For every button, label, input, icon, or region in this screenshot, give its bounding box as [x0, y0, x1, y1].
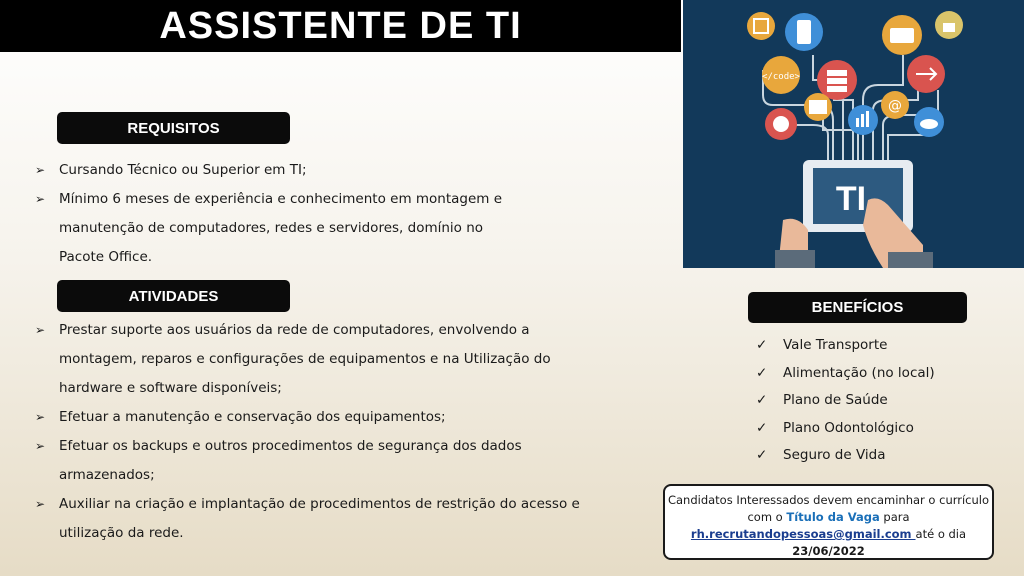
job-title-highlight: Título da Vaga	[786, 510, 880, 524]
list-item-line: manutenção de computadores, redes e servidores, domínio no	[59, 220, 484, 236]
list-item	[35, 490, 655, 548]
benefit-item	[756, 332, 935, 360]
list-item-line: Mínimo 6 meses de experiência e conhecimento em montagem e	[59, 191, 503, 207]
arrow-bullet-icon: ➢	[35, 497, 46, 511]
list-item-line: montagem, reparos e configurações de equipamentos e na Utilização do	[59, 351, 551, 367]
qr-icon	[747, 12, 775, 40]
list-item-line: Efetuar a manutenção e conservação dos equipamentos;	[59, 409, 446, 425]
contact-line-3	[665, 526, 992, 543]
contact-line-3-suffix: até o dia	[915, 527, 967, 541]
beneficios-heading-text: BENEFÍCIOS	[811, 299, 904, 316]
atividades-list	[35, 316, 655, 548]
page-title-text: ASSISTENTE DE TI	[159, 4, 522, 47]
contact-email-link[interactable]: rh.recrutandopessoas@gmail.com	[690, 527, 916, 541]
benefit-label: Vale Transporte	[783, 337, 888, 353]
ti-illustration-svg	[683, 0, 1024, 268]
list-item	[35, 432, 655, 490]
benefit-label: Alimentação (no local)	[783, 364, 935, 381]
pie-chart-icon	[765, 108, 797, 140]
beneficios-heading	[748, 292, 967, 323]
list-item	[35, 403, 655, 432]
list-item	[35, 156, 635, 185]
requisitos-list	[35, 156, 635, 272]
benefit-item	[756, 360, 935, 388]
requisitos-heading	[57, 112, 290, 144]
list-item-line: Cursando Técnico ou Superior em TI;	[59, 162, 307, 178]
contact-line-2	[665, 509, 992, 526]
atividades-heading	[57, 280, 290, 312]
list-item-line: armazenados;	[59, 467, 155, 483]
atividades-heading-text: ATIVIDADES	[128, 287, 219, 305]
list-item-line: utilização da rede.	[59, 525, 184, 541]
benefit-label: Plano de Saúde	[783, 392, 888, 408]
bar-chart-icon	[848, 105, 878, 135]
benefit-item	[756, 442, 935, 470]
cloud-icon	[914, 107, 944, 137]
smartphone-icon	[785, 13, 823, 51]
list-item-line: Efetuar os backups e outros procedimentos de segurança dos dados	[59, 438, 522, 454]
usb-icon	[907, 55, 945, 93]
arrow-bullet-icon: ➢	[35, 323, 46, 337]
benefit-label: Seguro de Vida	[783, 447, 886, 463]
beneficios-list	[756, 332, 935, 470]
browser-icon	[804, 93, 832, 121]
check-icon: ✓	[756, 447, 768, 463]
contact-line-2-suffix: para	[879, 510, 910, 524]
credit-card-icon	[882, 15, 922, 55]
svg-text:</code>: </code>	[762, 72, 800, 82]
list-item-line: Auxiliar na criação e implantação de procedimentos de restrição do acesso e	[59, 496, 580, 512]
list-item	[35, 185, 635, 272]
list-item-line: Pacote Office.	[59, 249, 153, 265]
page-title	[0, 0, 681, 52]
contact-info-box	[663, 484, 994, 560]
check-icon: ✓	[756, 337, 768, 353]
list-item	[35, 316, 655, 403]
list-item-line: Prestar suporte aos usuários da rede de computadores, envolvendo a	[59, 322, 530, 338]
deadline-date: 23/06/2022	[792, 544, 865, 558]
at-icon	[881, 91, 909, 119]
arrow-bullet-icon: ➢	[35, 410, 46, 424]
list-item-line: hardware e software disponíveis;	[59, 380, 282, 396]
ti-hero-illustration	[683, 0, 1024, 268]
svg-text:@: @	[888, 98, 902, 114]
requisitos-heading-text: REQUISITOS	[127, 119, 220, 137]
code-icon	[762, 56, 801, 94]
contact-line-2-prefix: com o	[747, 510, 787, 524]
benefit-item	[756, 415, 935, 443]
benefit-label: Plano Odontológico	[783, 419, 914, 436]
check-icon: ✓	[756, 392, 768, 408]
tablet-screen-text: TI	[835, 180, 867, 218]
contact-line-1: Candidatos Interessados devem encaminhar o currículo	[667, 493, 990, 507]
check-icon: ✓	[756, 419, 768, 436]
benefit-item	[756, 387, 935, 415]
check-icon: ✓	[756, 364, 768, 381]
arrow-bullet-icon: ➢	[35, 163, 46, 177]
arrow-bullet-icon: ➢	[35, 192, 46, 206]
arrow-bullet-icon: ➢	[35, 439, 46, 453]
lock-icon	[935, 11, 963, 39]
